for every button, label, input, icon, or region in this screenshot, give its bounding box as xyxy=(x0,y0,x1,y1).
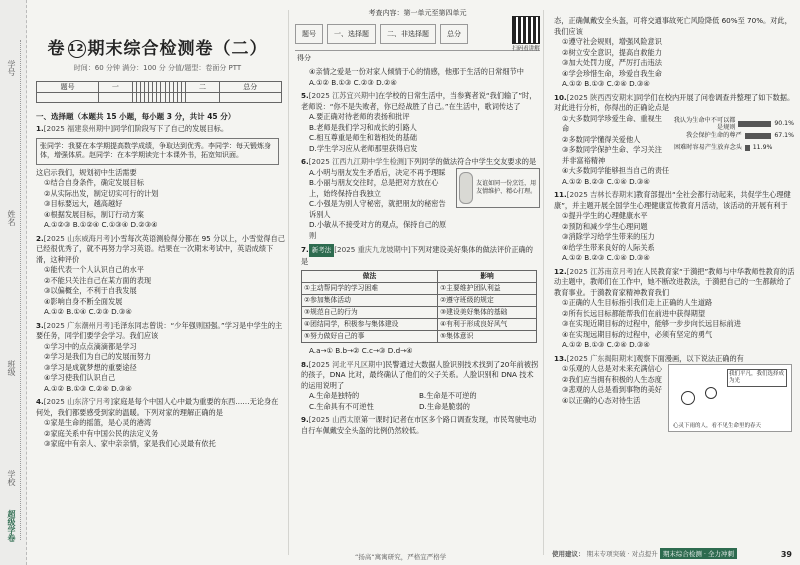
column-divider xyxy=(288,10,289,555)
title-prefix: 卷 xyxy=(47,39,66,59)
question-4: 4.[2025 山东济宁月考]家庭是每个中国人心中最为重要的东西……无论身在何处，我们都要感受到家的温暖。下列对家的理解正确的是 xyxy=(36,397,279,417)
question-9: 9.[2025 山西太原第一课时]记者在市区多个路口调查发现，市民驾驶电动自行车佩戴安全头盔的比例仍然较低。 xyxy=(301,415,537,435)
page-number: 39 xyxy=(780,550,792,559)
q6-illustration xyxy=(456,168,540,208)
table-header: 影响 xyxy=(438,271,537,283)
exam-meta: 时间：60 分钟 满分：100 分 分值/题型：卷面分 PTT xyxy=(73,64,242,72)
question-7: 7. 新考法 [2025 重庆九龙坡期中]下列对建设美好集体的做法评价正确的是 xyxy=(301,245,533,266)
q4-option: ③家庭中有亲人、家中亲亲情，家是我们心灵最有依托 xyxy=(44,439,216,448)
question-8: 8.[2025 河北平凡区期中]民警通过大数据人脸识别技术找到了20年前被拐的孩子，DNA 比对，最终确认了他们的父子关系。人脸识别和 DNA 技术的运用说明了 xyxy=(301,359,539,390)
q11-option: ①提升学生的心理健康水平 xyxy=(562,211,648,220)
q9-option: ①遵守社会规则，增强风险意识 xyxy=(562,37,662,46)
q1-option: ③目标要远大，越高越好 xyxy=(44,199,123,208)
bar-value: 11.9% xyxy=(752,144,773,151)
question-6: 6.[2025 江西九江期中学生检测]下列同学的做法符合中学生交友要求的是 xyxy=(301,157,537,166)
new-type-badge: 新考法 xyxy=(309,244,335,257)
q1-stem: 这启示我们，规划初中生活需要 xyxy=(36,167,137,177)
q8-option: C.生命具有不可逆性 xyxy=(309,401,374,411)
q6-option: D.小敏从不接受对方的观点，保持自己的原则 xyxy=(309,220,447,240)
q7-choices: A.a→① B.b→② C.c→③ D.d→④ xyxy=(309,346,413,355)
score-header: 题号 xyxy=(37,82,99,93)
question-1: 1.[2025 福建泉州期中]同学们阶段写下了自己的发展目标。 xyxy=(36,124,229,133)
q1-option: ④根据发展目标，制订行动方案 xyxy=(44,209,144,219)
q3-option: ②学习是我们为自己的发展而努力 xyxy=(44,352,152,361)
survey-bar-chart xyxy=(668,118,794,167)
label-class: 班级 xyxy=(7,360,16,376)
q1-choices: A.①②③ B.①②④ C.①③④ D.②③④ xyxy=(44,220,158,229)
question-2: 2.[2025 山东威海月考]小雪每次英语测验得分都在 95 分以上，小雪觉得自己已经很优秀了，就不再努力学习英语。结果在一次期末考试中，英语成绩下滑，这种评价 xyxy=(36,233,285,264)
score-header: 一 xyxy=(99,82,132,93)
q8-option: A.生命是独特的 xyxy=(309,391,360,400)
bar-row xyxy=(668,142,794,154)
q1-option: ①结合自身条件，确定发展目标 xyxy=(44,178,144,187)
title-text: 期末综合检测卷（二） xyxy=(87,39,268,59)
question-3: 3.[2025 广东潮州月考]毛泽东同志曾说：“少年强则国强。”学习是中学生的主要任务，同学们要学会学习。我们应该 xyxy=(36,320,283,340)
q4-choices: A.①② B.①③ C.②③ D.②④ xyxy=(309,77,397,87)
q12-option: ④在实现远期目标的过程中，必须有坚定的勇气 xyxy=(562,329,713,339)
q13-option: ②我们应当拥有积极的人生态度 xyxy=(562,374,662,384)
question-5: 5.[2025 江苏宜兴期中]在学校的日常生活中，当参赛者说“我们输了”时，老师说：“你不是失败者，你已经战胜了自己。”在生活中，歌词传达了 xyxy=(301,91,537,111)
q8-option: D.生命是脆弱的 xyxy=(419,401,470,411)
q9-option: ②树立安全意识，提高自救能力 xyxy=(562,47,662,57)
footer-tag: 期末综合检测 · 全力冲刺 xyxy=(660,548,737,559)
q8-option: B.生命是不可逆的 xyxy=(419,391,477,400)
q10-option: ①大多数同学珍爱生命、重视生命 xyxy=(562,113,662,133)
q5-option: C.相互尊重是师生和谐相处的基础 xyxy=(309,133,417,142)
q5-option: D.学生学习应从老师那里获得启发 xyxy=(309,143,418,153)
q12-option: ③在实现近期目标的过程中，能够一步步向长远目标前进 xyxy=(562,319,741,328)
label-school: 学校 xyxy=(7,470,16,486)
cut-line xyxy=(20,40,22,540)
bar-label: 我会保护生命的尊严 xyxy=(685,132,742,139)
header-cell: 一、选择题 xyxy=(327,24,376,44)
speech-bubble: 我们平凡，我们选择成为光 xyxy=(727,369,787,387)
column-right xyxy=(548,0,798,565)
q11-option: ②预防和减少学生心理问题 xyxy=(562,221,648,231)
question-12: 12.[2025 江苏南京月考]在人民教育家“于漪把”教师与中华教师性教育的活动主题中，教师们在工作中，她不断改进教法，于漪把自己的一生都献给了教育事业。于漪教育家精神教育我们 xyxy=(554,266,795,297)
cloud-head-icon xyxy=(681,391,695,405)
q9-option: ④学会珍惜生命，珍爱自我生命 xyxy=(562,68,662,78)
q9-option: ③加大处罚力度，严厉打击违法 xyxy=(562,58,662,67)
page-header xyxy=(295,18,540,51)
q12-option: ①正确的人生目标指引我们走上正确的人生道路 xyxy=(562,298,713,307)
q1-option: ②从实际出发，制定切实可行的计划 xyxy=(44,188,159,198)
sun-head-icon xyxy=(705,387,717,399)
question-13: 13.[2025 广东揭阳期末]观察下面漫画，以下说法正确的有 xyxy=(554,353,744,363)
illustration-caption: 友谊如同一份烹饪，用友情维护、精心打理。 xyxy=(476,179,537,195)
q2-option: ③以偏概全，不利于自我发展 xyxy=(44,286,137,295)
header-cell: 总分 xyxy=(440,24,468,44)
table-row: ④团结同学，积极参与集体建设 ④有利于形成良好风气 xyxy=(302,319,537,331)
qr-label: 扫码看讲解 xyxy=(512,46,540,52)
q12-choices: A.①② B.①③ C.②④ D.③④ xyxy=(562,340,650,349)
qr-code-icon[interactable] xyxy=(512,16,540,44)
footer-tip: 期末专项突破 · 对点提升 xyxy=(586,550,658,558)
exam-number-badge: 12 xyxy=(68,40,86,58)
table-header: 做法 xyxy=(302,271,438,283)
label-name: 姓名 xyxy=(7,210,16,226)
q2-option: ②不能只关注自己在某方面的表现 xyxy=(44,275,152,285)
footer-tip-label: 使用建议： xyxy=(552,550,585,558)
q9-continued: 态，正确佩戴安全头盔，可将交通事故死亡风险降低 60%至 70%。对此，我们应该 xyxy=(554,16,792,36)
q3-option: ①学习中的点点滴滴都是学习 xyxy=(44,341,137,351)
q1-material-box: 张同学：我要在本学期提高数学成绩，争取达到优秀。李同学：每天锻炼身体，增强体质。赵同学：在本学期读完十本课外书，拓宽知识面。 xyxy=(36,138,279,165)
score-table xyxy=(36,81,282,103)
bar-row xyxy=(668,130,794,142)
q4-option: ①家是生命的摇篮，是心灵的港湾 xyxy=(44,418,152,427)
q9-choices: A.①② B.①③ C.②④ D.③④ xyxy=(562,79,650,88)
bar-mark xyxy=(738,121,771,127)
score-header: 二 xyxy=(186,82,219,93)
q2-option: ④影响自身不断全面发展 xyxy=(44,296,123,306)
score-label: 得分 xyxy=(297,54,311,62)
bar-value: 67.1% xyxy=(774,132,794,139)
q3-option: ③学习是成就梦想的重要途径 xyxy=(44,362,137,372)
vase-icon xyxy=(459,172,473,204)
page-footer: “扬高“寓寓研究，严格宜严格学 xyxy=(355,553,447,561)
score-header: 总分 xyxy=(219,82,281,93)
q4-option: ④亲情之爱是一份对家人倾情于心的情感，他那于生活的日常细节中 xyxy=(309,67,524,76)
question-11: 11.[2025 吉林长春期末]教育部提出“全社会都行动起来，共促学生心理健康”，并主题开展全国学生心理健康宣传教育月活动，该活动的开展有利于 xyxy=(554,190,791,210)
page-header-title: 考查内容：第一单元至第四单元 xyxy=(368,9,467,17)
bar-value: 90.1% xyxy=(774,120,794,127)
column-left xyxy=(30,0,285,565)
q4-option: ②家庭关系中有中国公民的法定义务 xyxy=(44,428,159,438)
question-10: 10.[2025 陕西西安期末]同学们在校内开展了问卷调查并整理了如下数据。对此进行分析，你得出的正确论点是 xyxy=(554,92,795,112)
bar-mark xyxy=(745,133,772,139)
q13-option: ①乐观的人总是对未来充满信心 xyxy=(562,364,662,373)
cartoon-illustration xyxy=(668,364,792,432)
q12-option: ②所有长远目标都能帮我们在前进中获得期望 xyxy=(562,308,706,318)
bar-label: 困难时容易产生放弃念头 xyxy=(673,144,742,151)
q10-choices: A.①② B.②③ C.①④ D.③④ xyxy=(562,176,650,186)
q7-table xyxy=(301,270,537,343)
binding-strip xyxy=(0,0,27,565)
header-cell: 题号 xyxy=(295,24,323,44)
q10-option: ③多数同学保护生命、学习关注并非富裕精神 xyxy=(562,145,662,165)
q11-option: ③消除学习给学生带来的压力 xyxy=(562,232,655,241)
q3-choices: A.①② B.①③ C.②④ D.③④ xyxy=(44,383,132,393)
page-title xyxy=(30,34,285,59)
section-heading: 一、选择题（本题共 15 小题，每小题 3 分，共计 45 分） xyxy=(36,112,236,121)
table-row: ①主动帮同学的学习困难 ①主要维护团队利益 xyxy=(302,283,537,295)
bar-label: 我认为生命中不可以都是规则 xyxy=(673,116,736,131)
bar-row xyxy=(668,118,794,130)
q11-choices: A.①② B.②③ C.①④ D.③④ xyxy=(562,253,650,262)
q13-option: ④以正确的心态对待生活 xyxy=(562,395,641,405)
cartoon-caption: 心灵下雨的人，看不见生命里的春天 xyxy=(673,423,762,429)
table-row: ③规范自己的行为 ③建设美好集体的基础 xyxy=(302,307,537,319)
table-row: ⑤努力做好自己的事 ⑤集体意识 xyxy=(302,331,537,343)
q10-option: ②多数同学懂得关爱他人 xyxy=(562,134,641,144)
q13-option: ③悲观的人总是看到事物的美好 xyxy=(562,385,662,394)
label-student-id: 学号 xyxy=(7,60,16,76)
brand-logo: 超级学卷 xyxy=(7,510,16,542)
q5-option: B.老师是我们学习和成长的引路人 xyxy=(309,122,417,132)
table-row: ②参加集体活动 ②遵守班级的规定 xyxy=(302,295,537,307)
header-cell: 二、非选择题 xyxy=(380,24,436,44)
q11-option: ④给学生带来良好的人际关系 xyxy=(562,242,655,252)
q2-choices: A.①② B.①④ C.②③ D.③④ xyxy=(44,307,132,316)
q6-option: A.小明与朋友发生矛盾后，决定不再予理睬 xyxy=(309,167,446,177)
q2-option: ①能代表一个人认识自己的水平 xyxy=(44,265,144,274)
q5-option: A.要正确对待老师的表扬和批评 xyxy=(309,112,410,121)
q6-option: C.小强是为别人守秘密，就把朋友的秘密告诉别人 xyxy=(309,199,446,219)
q3-option: ④学习使我们认识自己 xyxy=(44,373,116,382)
column-middle xyxy=(295,0,540,565)
q6-option: B.小丽与朋友交往时，总是把对方放在心上，始终保持自我独立 xyxy=(309,178,439,198)
q10-option: ④大多数同学能够担当自己的责任 xyxy=(562,166,670,175)
page-footer xyxy=(552,548,737,559)
column-divider xyxy=(543,10,544,555)
